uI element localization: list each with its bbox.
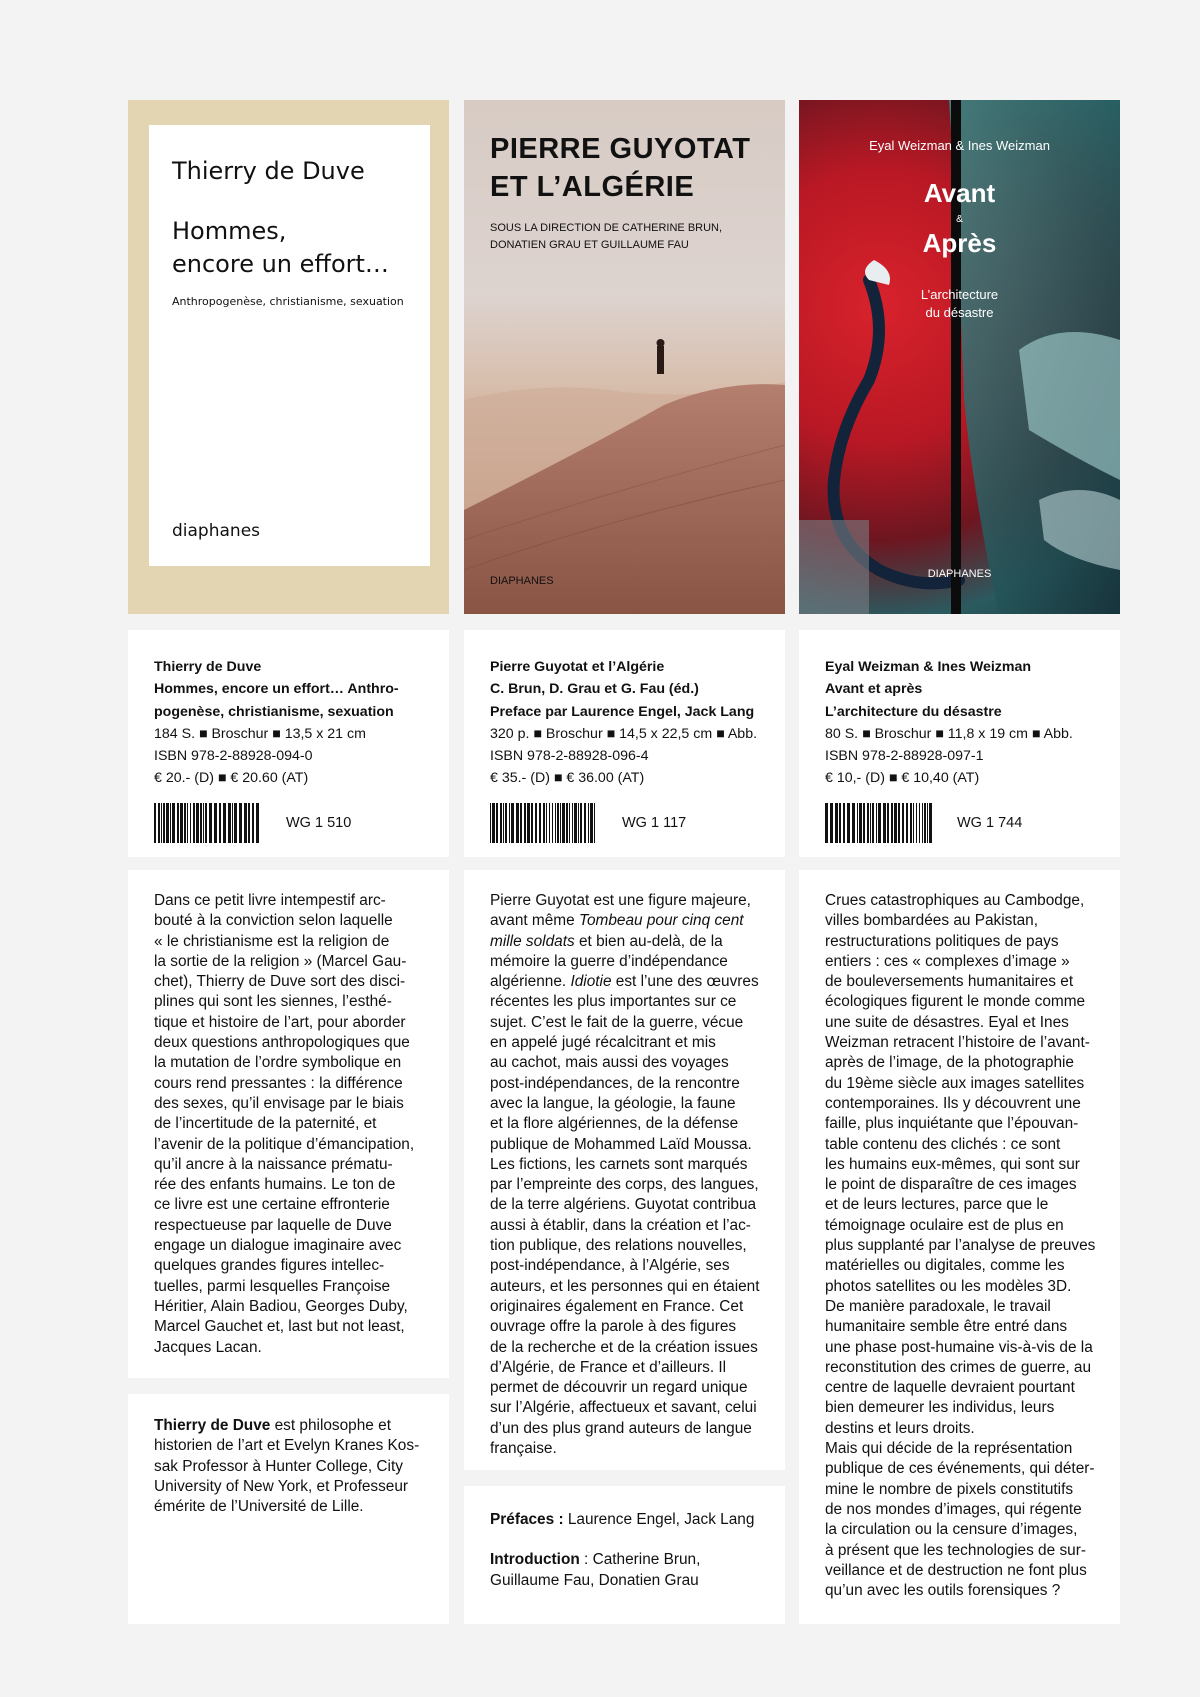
book-cover-duve[interactable]: [128, 100, 449, 614]
cover-subtitle-line: L’architecture: [920, 287, 999, 302]
text-line: de la recherche et de la création issues: [490, 1338, 758, 1356]
text-line: et de leurs lectures, parce que le: [825, 1196, 1049, 1214]
text-line: humanitaire semble être entré dans: [825, 1318, 1068, 1336]
work-title: Idiotie: [570, 973, 612, 991]
text-line: veillance et de destruction ne font plus: [825, 1561, 1087, 1579]
intro-label: Introduction: [490, 1551, 580, 1569]
text-line: matérielles ou digitales, comme les: [825, 1257, 1065, 1275]
cover-title-line: Hommes,: [172, 217, 287, 245]
text-line: avec la langue, la géologie, la faune: [490, 1094, 736, 1112]
description-text: [154, 891, 425, 1358]
description-line: avant même: [490, 912, 579, 930]
meta-specs: 184 S. ■ Broschur ■ 13,5 x 21 cm: [154, 725, 366, 742]
meta-preface: Preface par Laurence Engel, Jack Lang: [490, 703, 755, 720]
wg-code: WG 1 117: [622, 814, 687, 831]
description-text: [490, 891, 761, 1459]
meta-title: Pierre Guyotat et l’Algérie: [490, 659, 665, 675]
intro-names: : Catherine Brun,: [579, 1551, 701, 1569]
cover-white-panel: [149, 125, 430, 566]
text-line: ce livre est une certaine effronterie: [154, 1196, 390, 1214]
text-line: University of New York, et Professeur: [154, 1477, 409, 1495]
cover-title-apres: Après: [922, 228, 997, 258]
text-line: de bouleversements humanitaires et: [825, 973, 1074, 991]
text-line: de l’incertitude de la paternité, et: [154, 1115, 377, 1133]
book-column-guyotat: [464, 100, 785, 1589]
text-line: une suite de désastres. Eyal et Ines: [825, 1013, 1069, 1031]
meta-price: € 20.- (D) ■ € 20.60 (AT): [154, 770, 309, 787]
text-line: centre de laquelle devraient pourtant: [825, 1379, 1075, 1397]
book-column-weizman: [799, 100, 1120, 1600]
meta-price: € 10,- (D) ■ € 10,40 (AT): [825, 770, 980, 787]
cover-title-line: PIERRE GUYOTAT: [490, 133, 751, 165]
cover-subtitle-line: SOUS LA DIRECTION DE CATHERINE BRUN,: [490, 222, 723, 234]
text-line: cours rend pressantes : la différence: [154, 1074, 403, 1092]
book-meta-card: [464, 630, 785, 857]
text-line: Dans ce petit livre intempestif arc-: [154, 892, 386, 909]
book-cover-weizman[interactable]: [799, 100, 1120, 614]
bio-text-line: est philosophe et: [270, 1417, 391, 1434]
text-line: sur l’Algérie, affectueux et savant, celui: [490, 1399, 757, 1417]
text-line: Marcel Gauchet et, last but not least,: [154, 1318, 405, 1336]
text-line: engage un dialogue imaginaire avec: [154, 1237, 402, 1255]
prefaces-label: Préfaces :: [490, 1511, 564, 1528]
wg-code: WG 1 510: [286, 814, 352, 831]
text-line: la mutation de l’ordre symbolique en: [154, 1054, 402, 1072]
book-meta-card: [128, 630, 449, 857]
cover-title-avant: Avant: [923, 178, 996, 208]
text-line: photos satellites ou les modèles 3D.: [825, 1277, 1072, 1295]
meta-isbn: ISBN 978-2-88928-097-1: [825, 748, 984, 765]
description-lines: [490, 992, 761, 1459]
text-line: bien demeurer les individus, leurs: [825, 1399, 1055, 1417]
text-line: sujet. C’est le fait de la guerre, vécue: [490, 1013, 744, 1031]
meta-title: Avant et après: [825, 681, 923, 698]
book-meta-card: [799, 630, 1120, 857]
book-column-duve: [128, 100, 449, 1516]
barcode-icon: [154, 803, 262, 843]
text-line: aussi à établir, dans la création et l’ac-: [490, 1216, 751, 1234]
text-line: destins et leurs droits.: [825, 1419, 975, 1437]
book-description-card: [799, 870, 1120, 1624]
cover-subtitle: [490, 220, 722, 254]
text-line: historien de l’art et Evelyn Kranes Kos-: [154, 1437, 420, 1455]
text-line: écologiques figurent le monde comme: [825, 993, 1086, 1011]
book-cover-guyotat[interactable]: [464, 100, 785, 614]
description-line: algérienne.: [490, 973, 571, 991]
bio-text: [154, 1416, 425, 1517]
wg-code: WG 1 744: [957, 814, 1023, 831]
text-line: Les fictions, les carnets sont marqués: [490, 1155, 748, 1173]
text-line: originaires également en France. Cet: [490, 1297, 744, 1315]
description-text: [825, 891, 1096, 1601]
text-line: plus supplanté par l’analyse de preuves: [825, 1237, 1096, 1255]
book-description-card: [464, 870, 785, 1470]
text-line: les humains eux-mêmes, qui sont sur: [825, 1155, 1080, 1173]
text-line: française.: [490, 1440, 557, 1458]
text-line: Héritier, Alain Badiou, Georges Duby,: [154, 1297, 408, 1315]
text-line: tion publique, des relations nouvelles,: [490, 1237, 747, 1255]
cover-publisher: diaphanes: [172, 521, 261, 541]
text-line: du 19ème siècle aux images satellites: [825, 1074, 1085, 1092]
description-line: et bien au-delà, de la: [574, 932, 723, 950]
cover-publisher: DIAPHANES: [927, 568, 992, 580]
meta-specs: 80 S. ■ Broschur ■ 11,8 x 19 cm ■ Abb.: [825, 725, 1073, 742]
text-line: témoignage oculaire est de plus en: [825, 1216, 1064, 1234]
text-line: à présent que les technologies de sur-: [825, 1541, 1086, 1559]
text-line: d’un des plus grand auteurs de langue: [490, 1419, 752, 1437]
text-line: faille, plus inquiétante que l’épouvan-: [825, 1115, 1079, 1133]
description-line: est l’une des œuvres: [611, 973, 759, 991]
text-line: la circulation ou la censure d’images,: [825, 1521, 1078, 1539]
text-line: plines qui sont les siennes, l’esthé-: [154, 993, 392, 1011]
text-line: « le christianisme est la religion de: [154, 932, 390, 950]
text-line: de la terre algériens. Guyotat contribua: [490, 1196, 757, 1214]
bio-text-lines: [154, 1436, 425, 1517]
text-line: sak Professor à Hunter College, City: [154, 1457, 403, 1475]
meta-specs: 320 p. ■ Broschur ■ 14,5 x 22,5 cm ■ Abb.: [490, 725, 758, 742]
text-line: entiers : ces « complexes d’image »: [825, 952, 1070, 970]
text-line: rée des enfants humains. Le ton de: [154, 1176, 396, 1194]
text-line: bouté à la conviction selon laquelle: [154, 912, 393, 930]
meta-isbn: ISBN 978-2-88928-096-4: [490, 748, 649, 765]
text-line: deux questions anthropologiques que: [154, 1034, 410, 1052]
author-bio-card: [128, 1394, 449, 1624]
text-line: restructurations politiques de pays: [825, 932, 1059, 950]
meta-price: € 35.- (D) ■ € 36.00 (AT): [490, 770, 645, 787]
barcode-icon: [490, 803, 598, 843]
text-line: publique de ces événements, qui déter-: [825, 1460, 1095, 1478]
book-description-card: [128, 870, 449, 1378]
text-line: d’Algérie, de France et d’ailleurs. Il: [490, 1358, 727, 1376]
text-line: qu’un avec les outils forensiques ?: [825, 1582, 1061, 1600]
text-line: l’avenir de la politique d’émancipation,: [154, 1135, 415, 1153]
text-line: permet de découvrir un regard unique: [490, 1379, 748, 1397]
cover-author: Thierry de Duve: [172, 157, 365, 185]
meta-author: Eyal Weizman & Ines Weizman: [825, 659, 1032, 675]
text-line: au cachot, mais aussi des voyages: [490, 1054, 729, 1072]
text-line: qu’il ancre à la naissance prématu-: [154, 1155, 393, 1173]
text-line: chet), Thierry de Duve sort des disci-: [154, 973, 406, 991]
meta-subtitle: L’architecture du désastre: [825, 703, 1002, 720]
meta-isbn: ISBN 978-2-88928-094-0: [154, 748, 313, 765]
cover-title-line: ET L’ALGÉRIE: [490, 171, 695, 203]
text-line: tique et histoire de l’art, pour aborder: [154, 1013, 406, 1031]
text-line: en appelé jugé récalcitrant et mis: [490, 1034, 716, 1052]
meta-title: Hommes, encore un effort… Anthro-: [154, 681, 399, 698]
cover-subtitle: [799, 286, 1120, 322]
text-line: post-indépendances, de la rencontre: [490, 1074, 740, 1092]
description-line: mémoire la guerre d’indépendance: [490, 952, 728, 970]
cover-title: [172, 215, 389, 281]
work-title: Tombeau pour cinq cent: [578, 912, 744, 930]
cover-subtitle: Anthropogenèse, christianisme, sexuation: [172, 295, 404, 308]
text-line: table contenu des clichés : ce sont: [825, 1135, 1061, 1153]
text-line: une phase post-humaine vis-à-vis de la: [825, 1338, 1093, 1356]
text-line: reconstitution des crimes de guerre, au: [825, 1358, 1092, 1376]
text-line: auteurs, et les personnes qui en étaient: [490, 1277, 760, 1295]
cover-title-ampersand: &: [956, 214, 963, 225]
text-line: villes bombardées au Pakistan,: [825, 912, 1039, 930]
text-line: Mais qui décide de la représentation: [825, 1440, 1073, 1458]
text-line: de nos mondes d’images, qui régente: [825, 1500, 1082, 1518]
text-line: le point de disparaître de ces images: [825, 1176, 1077, 1194]
cover-publisher: DIAPHANES: [490, 575, 554, 587]
text-line: publique de Mohammed Laïd Moussa.: [490, 1135, 752, 1153]
text-line: par l’empreinte des corps, des langues,: [490, 1176, 759, 1194]
text-line: contemporaines. Ils y découvrent une: [825, 1094, 1081, 1112]
meta-title: pogenèse, christianisme, sexuation: [154, 703, 394, 720]
cover-subtitle-line: du désastre: [925, 305, 994, 320]
text-line: et la flore algériennes, de la défense: [490, 1115, 739, 1133]
work-title: mille soldats: [490, 932, 575, 950]
text-line: mine le nombre de pixels constitutifs: [825, 1480, 1074, 1498]
cover-title-line: encore un effort…: [172, 250, 389, 278]
cover-title: [490, 130, 751, 206]
text-line: respectueuse par laquelle de Duve: [154, 1216, 392, 1234]
barcode-icon: [825, 803, 933, 843]
text-line: post-indépendance, à l’Algérie, ses: [490, 1257, 730, 1275]
text-line: Jacques Lacan.: [154, 1338, 262, 1356]
cover-subtitle-line: DONATIEN GRAU ET GUILLAUME FAU: [490, 239, 689, 251]
text-line: Crues catastrophiques au Cambodge,: [825, 892, 1085, 909]
text-line: récentes les plus importantes sur ce: [490, 993, 737, 1011]
prefaces-names: Laurence Engel, Jack Lang: [563, 1511, 755, 1528]
intro-names-line2: Guillaume Fau, Donatien Grau: [490, 1571, 699, 1589]
bio-author-name: Thierry de Duve: [154, 1417, 271, 1434]
description-line: Pierre Guyotat est une figure majeure,: [490, 892, 751, 909]
text-line: quelques grandes figures intellec-: [154, 1257, 385, 1275]
meta-author: Thierry de Duve: [154, 659, 262, 675]
meta-editors: C. Brun, D. Grau et G. Fau (éd.): [490, 681, 699, 698]
text-line: De manière paradoxale, le travail: [825, 1297, 1051, 1315]
text-line: après de l’image, de la photographie: [825, 1054, 1074, 1072]
text-line: émérite de l’Université de Lille.: [154, 1498, 364, 1516]
text-line: des sexes, qu’il envisage par le biais: [154, 1094, 404, 1112]
cover-author: Eyal Weizman & Ines Weizman: [869, 138, 1050, 153]
text-line: Weizman retracent l’histoire de l’avant-: [825, 1034, 1090, 1052]
text-line: la sortie de la religion » (Marcel Gau-: [154, 952, 407, 970]
text-line: tuelles, parmi lesquelles Françoise: [154, 1277, 391, 1295]
credits-card: [464, 1486, 785, 1624]
text-line: ouvrage offre la parole à des figures: [490, 1318, 737, 1336]
